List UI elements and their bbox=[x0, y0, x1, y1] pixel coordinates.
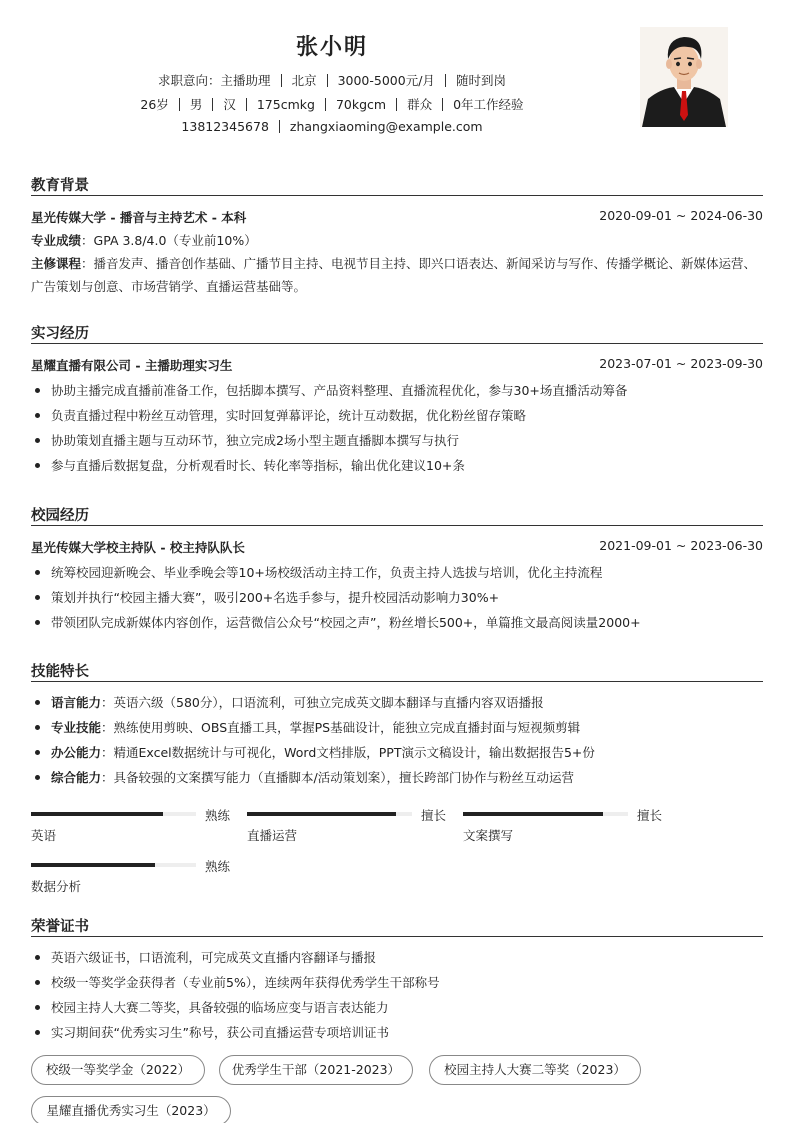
skill-track bbox=[31, 812, 196, 816]
campus-date: 2021-09-01 ~ 2023-06-30 bbox=[599, 538, 763, 553]
skill-track bbox=[463, 812, 628, 816]
skill-name: 英语 bbox=[31, 828, 57, 843]
height: 175cmkg bbox=[256, 97, 315, 112]
list-item bbox=[31, 715, 763, 740]
education-entry-head bbox=[31, 208, 763, 226]
skill-name: 数据分析 bbox=[31, 879, 82, 894]
section-title: 校园经历 bbox=[31, 502, 763, 526]
campus-section bbox=[31, 502, 763, 635]
list-item: 协助主播完成直播前准备工作，包括脚本撰写、产品资料整理、直播流程优化，参与30+场直播活动筹备 bbox=[31, 378, 763, 403]
skill-level: 熟练 bbox=[205, 859, 231, 874]
phone: 13812345678 bbox=[181, 119, 269, 134]
list-item: 参与直播后数据复盘，分析观看时长、转化率等指标，输出优化建议10+条 bbox=[31, 453, 763, 478]
job-intent: 求职意向：主播助理 bbox=[158, 73, 271, 88]
grade-label: 专业成绩 bbox=[31, 233, 82, 248]
skills-section bbox=[31, 658, 763, 790]
skill-bar-live-ops bbox=[247, 806, 447, 846]
internship-section bbox=[31, 320, 763, 478]
skill-level: 擅长 bbox=[637, 808, 663, 823]
campus-list bbox=[31, 560, 763, 635]
skill-track bbox=[247, 812, 412, 816]
personal-info-line bbox=[0, 95, 664, 113]
skill-name: 直播运营 bbox=[247, 828, 298, 843]
internship-list bbox=[31, 378, 763, 478]
internship-entry-head bbox=[31, 356, 763, 374]
list-item: 策划并执行“校园主播大赛”，吸引200+名选手参与，提升校园活动影响力30%+ bbox=[31, 585, 763, 610]
grade-line bbox=[31, 230, 763, 252]
list-item: 负责直播过程中粉丝互动管理，实时回复弹幕评论，统计互动数据，优化粉丝留存策略 bbox=[31, 403, 763, 428]
list-item: 统筹校园迎新晚会、毕业季晚会等10+场校级活动主持工作，负责主持人选拔与培训，优化主持流程 bbox=[31, 560, 763, 585]
gender: 男 bbox=[189, 97, 203, 112]
company-role: 星耀直播有限公司 - 主播助理实习生 bbox=[31, 358, 233, 373]
list-item: 英语六级证书，口语流利，可完成英文直播内容翻译与播报 bbox=[31, 945, 763, 970]
list-item: 校园主持人大赛二等奖，具备较强的临场应变与语言表达能力 bbox=[31, 995, 763, 1020]
school-major-degree: 星光传媒大学 - 播音与主持艺术 - 本科 bbox=[31, 210, 247, 225]
skill-text: ：具备较强的文案撰写能力（直播脚本/活动策划案），擅长跨部门协作与粉丝互动运营 bbox=[101, 770, 574, 785]
skill-name: 文案撰写 bbox=[463, 828, 514, 843]
section-title: 技能特长 bbox=[31, 658, 763, 682]
avatar-illustration bbox=[640, 27, 728, 127]
skill-text: ：英语六级（580分），口语流利，可独立完成英文脚本翻译与直播内容双语播报 bbox=[101, 695, 544, 710]
list-item: 校级一等奖学金获得者（专业前5%），连续两年获得优秀学生干部称号 bbox=[31, 970, 763, 995]
honor-tag: 星耀直播优秀实习生（2023） bbox=[31, 1096, 231, 1123]
section-title: 荣誉证书 bbox=[31, 913, 763, 937]
list-item: 带领团队完成新媒体内容创作，运营微信公众号“校园之声”，粉丝增长500+，单篇推文最高阅读量2000+ bbox=[31, 610, 763, 635]
skill-bar-copywriting bbox=[463, 806, 663, 846]
skill-label: 专业技能 bbox=[51, 720, 102, 735]
list-item bbox=[31, 690, 763, 715]
skill-fill bbox=[463, 812, 603, 816]
skill-level: 擅长 bbox=[421, 808, 447, 823]
honors-list bbox=[31, 945, 763, 1045]
skill-level: 熟练 bbox=[205, 808, 231, 823]
internship-date: 2023-07-01 ~ 2023-09-30 bbox=[599, 356, 763, 371]
contact-line bbox=[0, 119, 664, 134]
skills-list bbox=[31, 690, 763, 790]
list-item bbox=[31, 765, 763, 790]
list-item bbox=[31, 740, 763, 765]
skill-fill bbox=[247, 812, 396, 816]
salary: 3000-5000元/月 bbox=[337, 73, 435, 88]
honor-tag: 校园主持人大赛二等奖（2023） bbox=[429, 1055, 641, 1085]
courses-line bbox=[31, 252, 763, 298]
city: 北京 bbox=[291, 73, 317, 88]
skill-text: ：精通Excel数据统计与可视化，Word文档排版，PPT演示文稿设计，输出数据报告5+份 bbox=[101, 745, 595, 760]
candidate-name: 张小明 bbox=[295, 35, 368, 60]
weight: 70kgcm bbox=[335, 97, 387, 112]
ethnicity: 汉 bbox=[223, 97, 236, 112]
political-status: 群众 bbox=[407, 97, 433, 112]
skill-bar-english bbox=[31, 806, 231, 846]
education-date: 2020-09-01 ~ 2024-06-30 bbox=[599, 208, 763, 223]
skill-text: ：熟练使用剪映、OBS直播工具，掌握PS基础设计，能独立完成直播封面与短视频剪辑 bbox=[101, 720, 581, 735]
section-title: 教育背景 bbox=[31, 172, 763, 196]
skill-fill bbox=[31, 863, 155, 867]
availability: 随时到岗 bbox=[455, 73, 506, 88]
resume-header bbox=[0, 0, 794, 150]
club-role: 星光传媒大学校主持队 - 校主持队队长 bbox=[31, 540, 245, 555]
honors-section bbox=[31, 913, 763, 1045]
skill-track bbox=[31, 863, 196, 867]
education-section bbox=[31, 172, 763, 298]
grade-value: ：GPA 3.8/4.0（专业前10%） bbox=[81, 233, 257, 248]
job-intent-line bbox=[0, 71, 664, 89]
courses-value: ：播音发声、播音创作基础、广播节目主持、电视节目主持、即兴口语表达、新闻采访与写作、传播学概论、新媒体运营、广告策划与创意、市场营销学、直播运营基础等。 bbox=[31, 256, 757, 294]
age: 26岁 bbox=[140, 97, 169, 112]
experience-years: 0年工作经验 bbox=[453, 97, 524, 112]
section-title: 实习经历 bbox=[31, 320, 763, 344]
campus-entry-head bbox=[31, 538, 763, 556]
skill-bar-data-analysis bbox=[31, 857, 231, 897]
skill-label: 综合能力 bbox=[51, 770, 102, 785]
skill-label: 办公能力 bbox=[51, 745, 102, 760]
list-item: 实习期间获“优秀实习生”称号，获公司直播运营专项培训证书 bbox=[31, 1020, 763, 1045]
honor-tag: 校级一等奖学金（2022） bbox=[31, 1055, 205, 1085]
skill-label: 语言能力 bbox=[51, 695, 102, 710]
courses-label: 主修课程 bbox=[31, 256, 82, 271]
avatar bbox=[640, 27, 728, 127]
skill-fill bbox=[31, 812, 163, 816]
email: zhangxiaoming@example.com bbox=[289, 119, 483, 134]
list-item: 协助策划直播主题与互动环节，独立完成2场小型主题直播脚本撰写与执行 bbox=[31, 428, 763, 453]
honor-tag: 优秀学生干部（2021-2023） bbox=[219, 1055, 413, 1085]
